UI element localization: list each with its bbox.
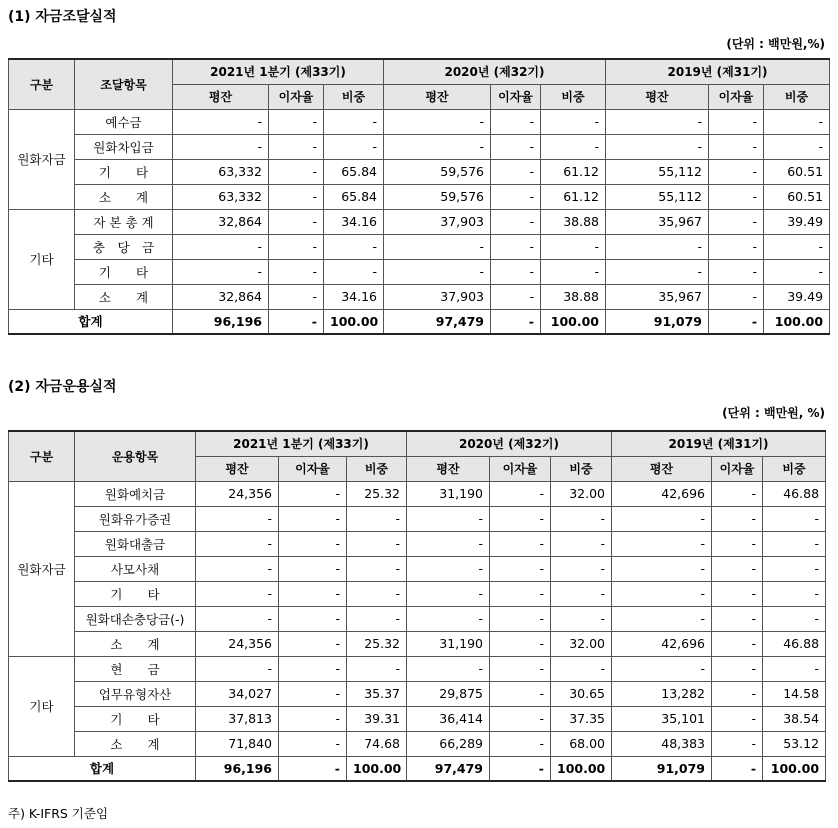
value-cell: - bbox=[763, 531, 826, 556]
value-cell: - bbox=[407, 581, 490, 606]
total-value: 96,196 bbox=[196, 756, 279, 781]
value-cell: 37,903 bbox=[384, 284, 491, 309]
value-cell: - bbox=[196, 531, 279, 556]
value-cell: - bbox=[279, 581, 347, 606]
table-row bbox=[9, 134, 830, 159]
header-item: 조달항목 bbox=[75, 59, 173, 109]
value-cell: - bbox=[709, 209, 764, 234]
value-cell: - bbox=[196, 556, 279, 581]
value-cell: - bbox=[279, 506, 347, 531]
subheader-cell: 평잔 bbox=[606, 84, 709, 109]
value-cell: - bbox=[541, 109, 606, 134]
value-cell: 71,840 bbox=[196, 731, 279, 756]
value-cell: - bbox=[490, 531, 551, 556]
value-cell: - bbox=[764, 234, 830, 259]
value-cell: - bbox=[541, 259, 606, 284]
subheader-cell: 평잔 bbox=[173, 84, 269, 109]
group-label: 기타 bbox=[9, 209, 75, 309]
value-cell: - bbox=[324, 109, 384, 134]
value-cell: 61.12 bbox=[541, 184, 606, 209]
total-value: 100.00 bbox=[324, 309, 384, 334]
value-cell: 34,027 bbox=[196, 681, 279, 706]
value-cell: - bbox=[612, 606, 712, 631]
value-cell: - bbox=[324, 134, 384, 159]
value-cell: 65.84 bbox=[324, 184, 384, 209]
subheader-cell: 비중 bbox=[551, 456, 612, 481]
subheader-cell: 평잔 bbox=[407, 456, 490, 481]
table-row bbox=[9, 259, 830, 284]
value-cell: - bbox=[490, 481, 551, 506]
table-row bbox=[9, 209, 830, 234]
value-cell: - bbox=[279, 631, 347, 656]
total-label: 합계 bbox=[9, 309, 173, 334]
value-cell: - bbox=[612, 581, 712, 606]
value-cell: 63,332 bbox=[173, 159, 269, 184]
value-cell: - bbox=[709, 234, 764, 259]
value-cell: - bbox=[709, 109, 764, 134]
value-cell: - bbox=[764, 109, 830, 134]
value-cell: - bbox=[347, 531, 407, 556]
subheader-cell: 평잔 bbox=[384, 84, 491, 109]
value-cell: - bbox=[490, 656, 551, 681]
row-label: 충 당 금 bbox=[75, 234, 173, 259]
value-cell: - bbox=[279, 606, 347, 631]
value-cell: - bbox=[347, 656, 407, 681]
value-cell: - bbox=[709, 259, 764, 284]
value-cell: - bbox=[279, 556, 347, 581]
value-cell: - bbox=[612, 506, 712, 531]
value-cell: 31,190 bbox=[407, 631, 490, 656]
value-cell: - bbox=[269, 184, 324, 209]
table-row bbox=[9, 581, 826, 606]
value-cell: - bbox=[384, 259, 491, 284]
value-cell: - bbox=[491, 184, 541, 209]
header-period: 2020년 (제32기) bbox=[407, 431, 612, 456]
value-cell: - bbox=[173, 259, 269, 284]
value-cell: 36,414 bbox=[407, 706, 490, 731]
value-cell: - bbox=[173, 134, 269, 159]
value-cell: - bbox=[491, 209, 541, 234]
footnote: 주) K-IFRS 기준임 bbox=[8, 806, 109, 821]
value-cell: 39.49 bbox=[764, 284, 830, 309]
value-cell: - bbox=[712, 581, 763, 606]
table-row bbox=[9, 556, 826, 581]
value-cell: - bbox=[269, 109, 324, 134]
value-cell: - bbox=[541, 134, 606, 159]
value-cell: - bbox=[612, 556, 712, 581]
value-cell: - bbox=[606, 109, 709, 134]
header-period: 2021년 1분기 (제33기) bbox=[173, 59, 384, 84]
row-label: 원화대손충당금(-) bbox=[75, 606, 196, 631]
value-cell: 68.00 bbox=[551, 731, 612, 756]
section1-title: (1) 자금조달실적 bbox=[8, 9, 117, 25]
operation-table bbox=[8, 430, 826, 782]
value-cell: - bbox=[279, 531, 347, 556]
header-period: 2021년 1분기 (제33기) bbox=[196, 431, 407, 456]
value-cell: - bbox=[490, 556, 551, 581]
total-value: 100.00 bbox=[347, 756, 407, 781]
subheader-cell: 이자율 bbox=[709, 84, 764, 109]
total-value: 96,196 bbox=[173, 309, 269, 334]
value-cell: 59,576 bbox=[384, 184, 491, 209]
row-label: 현 금 bbox=[75, 656, 196, 681]
subheader-cell: 비중 bbox=[763, 456, 826, 481]
value-cell: 25.32 bbox=[347, 481, 407, 506]
row-label: 소 계 bbox=[75, 284, 173, 309]
value-cell: - bbox=[279, 656, 347, 681]
total-value: 91,079 bbox=[612, 756, 712, 781]
total-label: 합계 bbox=[9, 756, 196, 781]
table-row bbox=[9, 681, 826, 706]
row-label: 원화대출금 bbox=[75, 531, 196, 556]
row-label: 사모사채 bbox=[75, 556, 196, 581]
value-cell: 74.68 bbox=[347, 731, 407, 756]
value-cell: 39.49 bbox=[764, 209, 830, 234]
table-row bbox=[9, 656, 826, 681]
value-cell: 29,875 bbox=[407, 681, 490, 706]
value-cell: - bbox=[709, 134, 764, 159]
header-group: 구분 bbox=[9, 59, 75, 109]
value-cell: - bbox=[196, 656, 279, 681]
table-row bbox=[9, 731, 826, 756]
value-cell: - bbox=[279, 731, 347, 756]
subheader-cell: 비중 bbox=[347, 456, 407, 481]
subheader-cell: 비중 bbox=[324, 84, 384, 109]
value-cell: - bbox=[173, 109, 269, 134]
funding-table bbox=[8, 58, 830, 335]
row-label: 원화차입금 bbox=[75, 134, 173, 159]
header-group: 구분 bbox=[9, 431, 75, 481]
value-cell: 38.88 bbox=[541, 209, 606, 234]
value-cell: - bbox=[490, 681, 551, 706]
total-value: - bbox=[269, 309, 324, 334]
value-cell: - bbox=[347, 606, 407, 631]
value-cell: 32.00 bbox=[551, 481, 612, 506]
total-value: - bbox=[490, 756, 551, 781]
value-cell: - bbox=[551, 656, 612, 681]
value-cell: - bbox=[764, 259, 830, 284]
section1-unit: (단위 : 백만원,%) bbox=[726, 37, 825, 51]
section2-unit: (단위 : 백만원, %) bbox=[722, 406, 825, 420]
value-cell: - bbox=[709, 159, 764, 184]
value-cell: - bbox=[551, 581, 612, 606]
row-label: 원화예치금 bbox=[75, 481, 196, 506]
value-cell: - bbox=[491, 284, 541, 309]
value-cell: - bbox=[269, 234, 324, 259]
value-cell: 35,967 bbox=[606, 209, 709, 234]
value-cell: 55,112 bbox=[606, 184, 709, 209]
value-cell: - bbox=[384, 109, 491, 134]
value-cell: 46.88 bbox=[763, 631, 826, 656]
table-row bbox=[9, 234, 830, 259]
value-cell: - bbox=[709, 184, 764, 209]
value-cell: - bbox=[490, 631, 551, 656]
total-value: 100.00 bbox=[551, 756, 612, 781]
value-cell: - bbox=[712, 606, 763, 631]
value-cell: - bbox=[709, 284, 764, 309]
value-cell: - bbox=[490, 731, 551, 756]
value-cell: - bbox=[551, 531, 612, 556]
subheader-cell: 이자율 bbox=[491, 84, 541, 109]
row-label: 소 계 bbox=[75, 731, 196, 756]
value-cell: - bbox=[763, 506, 826, 531]
group-label: 원화자금 bbox=[9, 109, 75, 209]
value-cell: 34.16 bbox=[324, 209, 384, 234]
total-value: - bbox=[709, 309, 764, 334]
value-cell: - bbox=[712, 631, 763, 656]
value-cell: - bbox=[712, 706, 763, 731]
header-period: 2019년 (제31기) bbox=[612, 431, 826, 456]
subheader-cell: 평잔 bbox=[196, 456, 279, 481]
table-row bbox=[9, 109, 830, 134]
value-cell: - bbox=[612, 531, 712, 556]
value-cell: - bbox=[407, 506, 490, 531]
total-value: 91,079 bbox=[606, 309, 709, 334]
value-cell: 55,112 bbox=[606, 159, 709, 184]
value-cell: 60.51 bbox=[764, 184, 830, 209]
value-cell: - bbox=[551, 556, 612, 581]
value-cell: - bbox=[712, 731, 763, 756]
value-cell: 42,696 bbox=[612, 481, 712, 506]
group-label: 기타 bbox=[9, 656, 75, 756]
total-value: 100.00 bbox=[541, 309, 606, 334]
value-cell: 63,332 bbox=[173, 184, 269, 209]
value-cell: 38.54 bbox=[763, 706, 826, 731]
row-label: 소 계 bbox=[75, 184, 173, 209]
value-cell: - bbox=[712, 531, 763, 556]
value-cell: - bbox=[269, 134, 324, 159]
row-label: 예수금 bbox=[75, 109, 173, 134]
value-cell: - bbox=[491, 234, 541, 259]
total-value: - bbox=[279, 756, 347, 781]
value-cell: 48,383 bbox=[612, 731, 712, 756]
value-cell: 25.32 bbox=[347, 631, 407, 656]
table-row bbox=[9, 531, 826, 556]
total-value: - bbox=[712, 756, 763, 781]
table-row bbox=[9, 159, 830, 184]
value-cell: 59,576 bbox=[384, 159, 491, 184]
row-label: 기 타 bbox=[75, 706, 196, 731]
value-cell: - bbox=[606, 134, 709, 159]
value-cell: - bbox=[407, 656, 490, 681]
row-label: 자 본 총 계 bbox=[75, 209, 173, 234]
header-period: 2020년 (제32기) bbox=[384, 59, 606, 84]
value-cell: - bbox=[606, 259, 709, 284]
value-cell: - bbox=[490, 506, 551, 531]
value-cell: - bbox=[712, 656, 763, 681]
value-cell: - bbox=[612, 656, 712, 681]
subheader-cell: 이자율 bbox=[490, 456, 551, 481]
group-label: 원화자금 bbox=[9, 481, 75, 656]
total-value: 100.00 bbox=[764, 309, 830, 334]
value-cell: - bbox=[384, 134, 491, 159]
value-cell: 34.16 bbox=[324, 284, 384, 309]
table-row bbox=[9, 284, 830, 309]
row-label: 업무유형자산 bbox=[75, 681, 196, 706]
row-label: 소 계 bbox=[75, 631, 196, 656]
value-cell: 30.65 bbox=[551, 681, 612, 706]
value-cell: - bbox=[491, 134, 541, 159]
value-cell: - bbox=[279, 481, 347, 506]
value-cell: - bbox=[407, 531, 490, 556]
value-cell: - bbox=[763, 581, 826, 606]
value-cell: 65.84 bbox=[324, 159, 384, 184]
value-cell: 32,864 bbox=[173, 209, 269, 234]
value-cell: - bbox=[347, 581, 407, 606]
total-row bbox=[9, 756, 826, 781]
value-cell: - bbox=[384, 234, 491, 259]
value-cell: 32,864 bbox=[173, 284, 269, 309]
subheader-cell: 비중 bbox=[764, 84, 830, 109]
subheader-cell: 이자율 bbox=[269, 84, 324, 109]
value-cell: - bbox=[491, 109, 541, 134]
value-cell: - bbox=[269, 259, 324, 284]
table-row bbox=[9, 184, 830, 209]
header-period: 2019년 (제31기) bbox=[606, 59, 830, 84]
value-cell: - bbox=[407, 556, 490, 581]
value-cell: 35,967 bbox=[606, 284, 709, 309]
value-cell: 37.35 bbox=[551, 706, 612, 731]
value-cell: 32.00 bbox=[551, 631, 612, 656]
value-cell: 39.31 bbox=[347, 706, 407, 731]
value-cell: - bbox=[269, 284, 324, 309]
value-cell: - bbox=[490, 581, 551, 606]
value-cell: - bbox=[269, 159, 324, 184]
value-cell: 24,356 bbox=[196, 631, 279, 656]
header-item: 운용항목 bbox=[75, 431, 196, 481]
value-cell: 24,356 bbox=[196, 481, 279, 506]
value-cell: - bbox=[324, 234, 384, 259]
value-cell: 37,903 bbox=[384, 209, 491, 234]
value-cell: - bbox=[712, 556, 763, 581]
value-cell: 46.88 bbox=[763, 481, 826, 506]
value-cell: 14.58 bbox=[763, 681, 826, 706]
value-cell: - bbox=[763, 606, 826, 631]
value-cell: - bbox=[407, 606, 490, 631]
section2-title: (2) 자금운용실적 bbox=[8, 379, 117, 395]
value-cell: - bbox=[490, 606, 551, 631]
value-cell: - bbox=[196, 606, 279, 631]
value-cell: 31,190 bbox=[407, 481, 490, 506]
value-cell: - bbox=[347, 556, 407, 581]
total-row bbox=[9, 309, 830, 334]
table-row bbox=[9, 481, 826, 506]
value-cell: 38.88 bbox=[541, 284, 606, 309]
total-value: 100.00 bbox=[763, 756, 826, 781]
value-cell: - bbox=[490, 706, 551, 731]
value-cell: - bbox=[712, 681, 763, 706]
header-row bbox=[9, 431, 826, 456]
value-cell: 60.51 bbox=[764, 159, 830, 184]
row-label: 기 타 bbox=[75, 159, 173, 184]
value-cell: - bbox=[173, 234, 269, 259]
value-cell: - bbox=[269, 209, 324, 234]
value-cell: 35.37 bbox=[347, 681, 407, 706]
total-value: 97,479 bbox=[407, 756, 490, 781]
value-cell: - bbox=[712, 506, 763, 531]
value-cell: - bbox=[541, 234, 606, 259]
value-cell: - bbox=[551, 506, 612, 531]
table-row bbox=[9, 706, 826, 731]
value-cell: - bbox=[606, 234, 709, 259]
table-row bbox=[9, 606, 826, 631]
value-cell: - bbox=[279, 681, 347, 706]
value-cell: - bbox=[763, 656, 826, 681]
value-cell: - bbox=[196, 506, 279, 531]
total-value: - bbox=[491, 309, 541, 334]
value-cell: - bbox=[347, 506, 407, 531]
value-cell: 61.12 bbox=[541, 159, 606, 184]
table-row bbox=[9, 631, 826, 656]
value-cell: 42,696 bbox=[612, 631, 712, 656]
value-cell: - bbox=[712, 481, 763, 506]
header-row bbox=[9, 59, 830, 84]
value-cell: 37,813 bbox=[196, 706, 279, 731]
value-cell: 35,101 bbox=[612, 706, 712, 731]
value-cell: - bbox=[196, 581, 279, 606]
subheader-cell: 비중 bbox=[541, 84, 606, 109]
row-label: 기 타 bbox=[75, 581, 196, 606]
value-cell: - bbox=[491, 259, 541, 284]
value-cell: - bbox=[491, 159, 541, 184]
value-cell: - bbox=[324, 259, 384, 284]
subheader-cell: 평잔 bbox=[612, 456, 712, 481]
value-cell: - bbox=[551, 606, 612, 631]
value-cell: 13,282 bbox=[612, 681, 712, 706]
value-cell: 66,289 bbox=[407, 731, 490, 756]
subheader-cell: 이자율 bbox=[712, 456, 763, 481]
value-cell: - bbox=[763, 556, 826, 581]
row-label: 원화유가증권 bbox=[75, 506, 196, 531]
value-cell: 53.12 bbox=[763, 731, 826, 756]
subheader-cell: 이자율 bbox=[279, 456, 347, 481]
row-label: 기 타 bbox=[75, 259, 173, 284]
value-cell: - bbox=[764, 134, 830, 159]
total-value: 97,479 bbox=[384, 309, 491, 334]
table-row bbox=[9, 506, 826, 531]
value-cell: - bbox=[279, 706, 347, 731]
